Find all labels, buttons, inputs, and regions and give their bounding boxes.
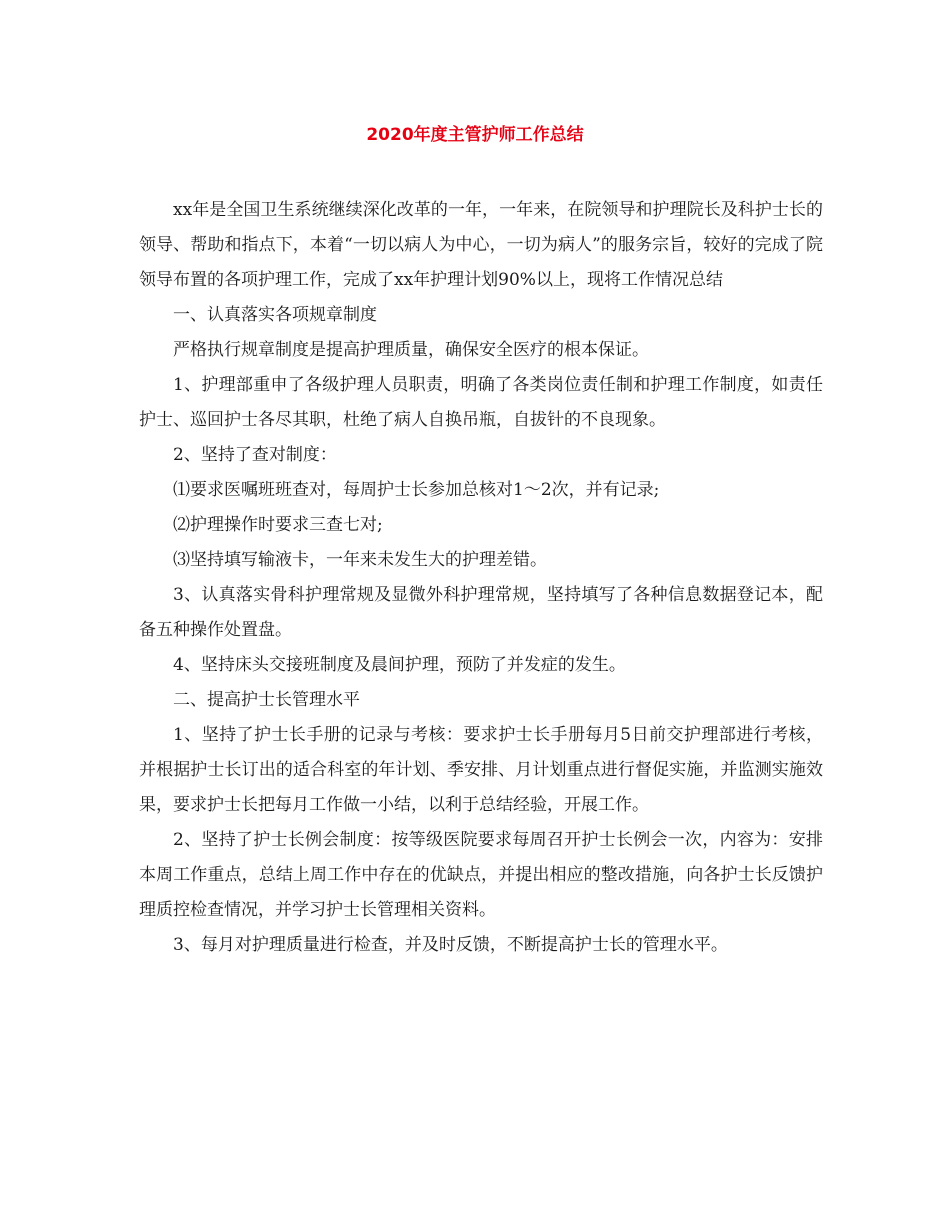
list-item: ⑶坚持填写输液卡，一年来未发生大的护理差错。 (173, 550, 547, 570)
paragraph: 2、坚持了护士长例会制度：按等级医院要求每周召开护士长例会一次，内容为：安排本周工作重点，总结上周工作中存在的优缺点，并提出相应的整改措施，向各护士长反馈护理质控检查情况，并学习护士长管理相关资料。 (139, 830, 823, 920)
paragraph: 1、坚持了护士长手册的记录与考核：要求护士长手册每月5日前交护理部进行考核，并根据护士长订出的适合科室的年计划、季安排、月计划重点进行督促实施，并监测实施效果，要求护士长把每月工作做一小结，以利于总结经验，开展工作。 (139, 725, 823, 815)
paragraph: 2、坚持了查对制度： (173, 445, 337, 465)
paragraph: 4、坚持床头交接班制度及晨间护理，预防了并发症的发生。 (173, 655, 626, 675)
document-title: 2020年度主管护师工作总结 (366, 125, 584, 145)
document-body (139, 193, 823, 963)
paragraph: 3、每月对护理质量进行检查，并及时反馈，不断提高护士长的管理水平。 (173, 935, 728, 955)
list-item: ⑵护理操作时要求三查七对; (173, 515, 383, 535)
paragraph-intro: xx年是全国卫生系统继续深化改革的一年，一年来，在院领导和护理院长及科护士长的领导、帮助和指点下，本着“一切以病人为中心，一切为病人”的服务宗旨，较好的完成了院领导布置的各项护理工作，完成了xx年护理计划90%以上，现将工作情况总结 (139, 200, 823, 290)
section-heading-1: 一、认真落实各项规章制度 (173, 305, 377, 325)
paragraph: 1、护理部重申了各级护理人员职责，明确了各类岗位责任制和护理工作制度，如责任护士、巡回护士各尽其职，杜绝了病人自换吊瓶，自拔针的不良现象。 (139, 375, 823, 430)
paragraph: 3、认真落实骨科护理常规及显微外科护理常规，坚持填写了各种信息数据登记本，配备五种操作处置盘。 (139, 585, 823, 640)
paragraph: 严格执行规章制度是提高护理质量，确保安全医疗的根本保证。 (173, 340, 649, 360)
list-item: ⑴要求医嘱班班查对，每周护士长参加总核对1～2次，并有记录; (173, 480, 660, 500)
section-heading-2: 二、提高护士长管理水平 (173, 690, 360, 710)
